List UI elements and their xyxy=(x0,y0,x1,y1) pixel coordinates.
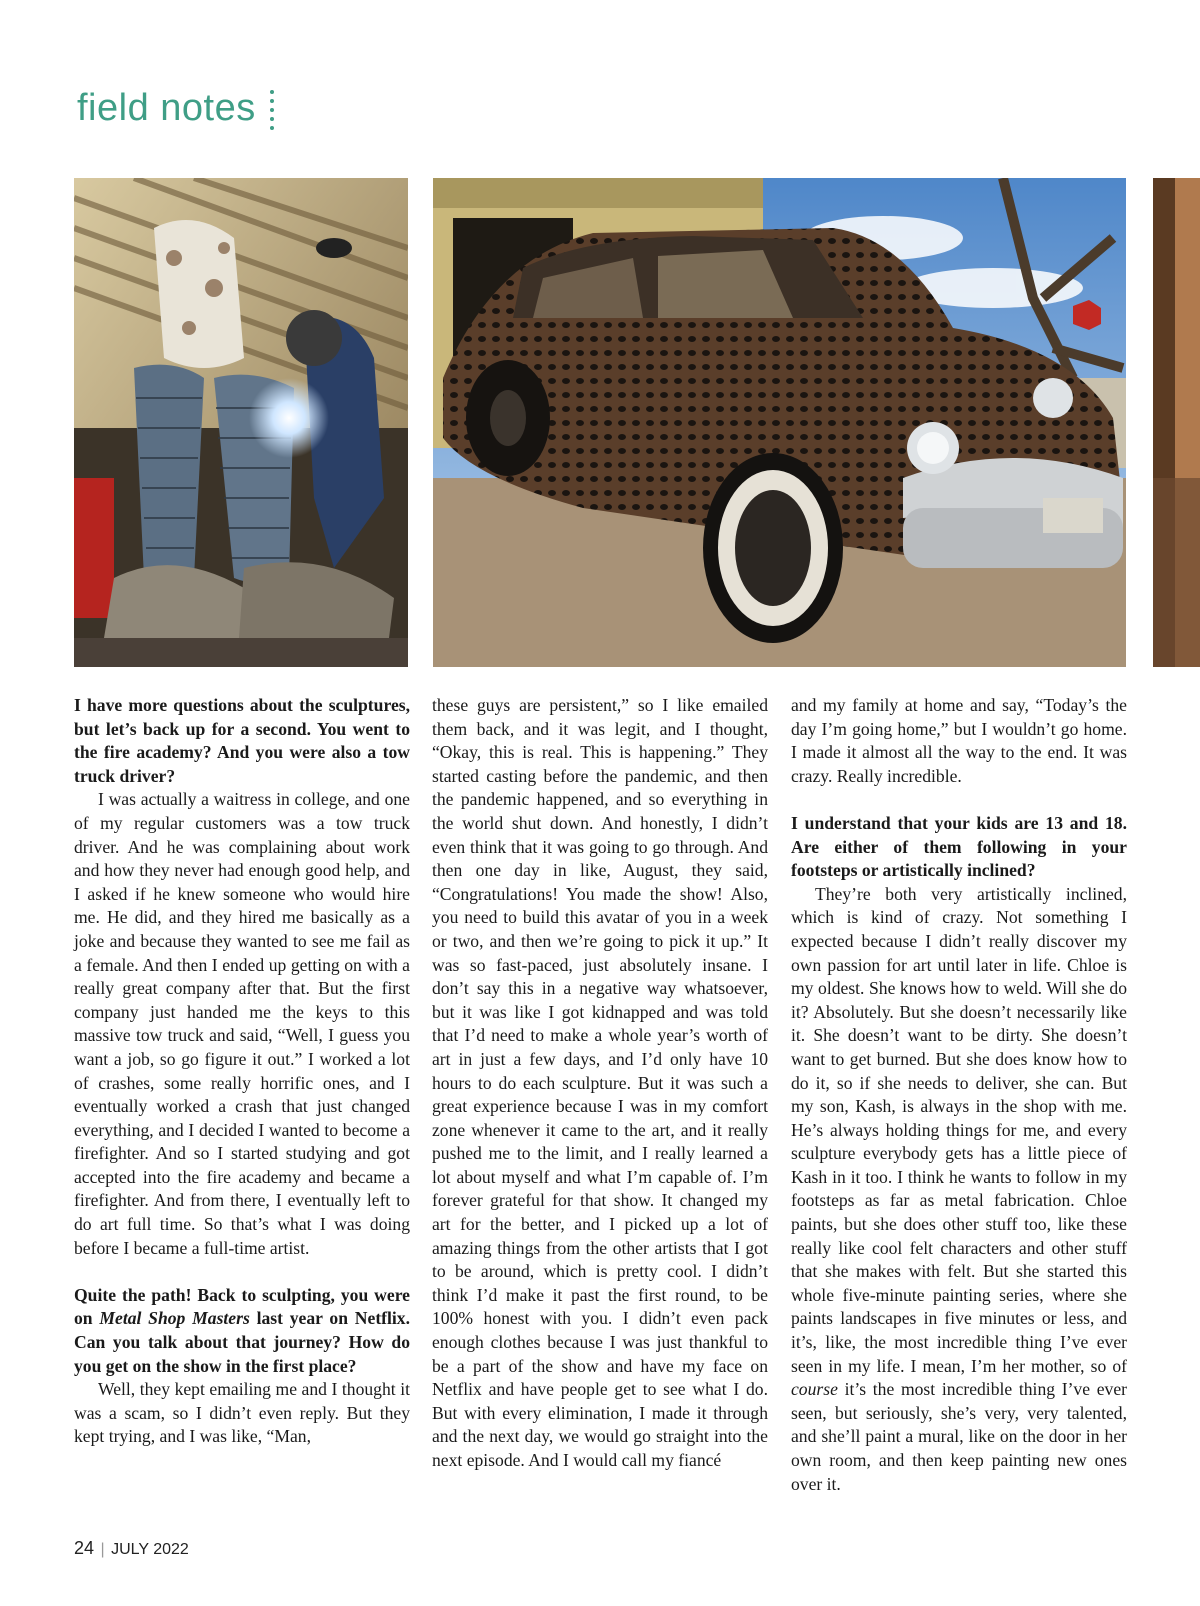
interview-answer-continued: these guys are persistent,” so I like emailed them back, and it was legit, and I thought, “Okay, this is real. This is happening.” They started casting before the pandemic, and then the pandemic happened, and so everything in the world shut down. And honestly, I didn’t even think that it was going to go through. And then one day in like, August, they said, “Congratulations! You made the show! Also, you need to build this avatar of you in a week or two, and then we’re going to pick it up.” It was so fast-paced, just absolutely insane. I don’t say this in a negative way whatsoever, but it was like I got kidnapped and was told that I’d need to make a whole year’s worth of art in just a few days, and I’d only have 10 hours to do each sculpture. But it was such a great experience because I was in my comfort zone whenever it came to the art, and it really pushed me to the limit, and I really learned a lot about myself and what I’m capable of. I’m forever grateful for that show. It changed my art for the better, and I picked up a lot of amazing things from the other artists that I got to be around, which is pretty cool. I didn’t think I’d make it past the first round, to be 100% honest with you. I didn’t even pack enough clothes because I was just thankful to be a part of the show and have my face on Netflix and have people get to see what I do. But with every elimination, I made it through and the next day, we would go straight into the next episode. And I would call my fiancé xyxy=(432,695,768,1470)
interview-answer xyxy=(791,883,1127,1496)
section-dots-icon xyxy=(270,90,274,130)
answer-text: it’s the most incredible thing I’ve ever seen, but seriously, she’s very, very talented, and she’ll paint a mural, like on the door in her own room, and then keep painting new ones over it. xyxy=(791,1379,1127,1494)
article-column-2 xyxy=(432,694,768,1473)
page-number: 24 xyxy=(74,1538,95,1558)
section-header xyxy=(77,86,274,130)
interview-answer: Well, they kept emailing me and I thought it was a scam, so I didn’t even reply. But they kept trying, and I was like, “Man, xyxy=(74,1379,410,1447)
welder-sculpture-photo xyxy=(74,178,408,667)
interview-answer-continued: and my family at home and say, “Today’s the day I’m going home,” but I wouldn’t go home. I made it almost all the way to the end. It was crazy. Really incredible. xyxy=(791,695,1127,786)
interview-question: I understand that your kids are 13 and 18. Are either of them following in your footsteps or artistically inclined? xyxy=(791,812,1127,881)
page-footer xyxy=(74,1538,189,1559)
show-title: Metal Shop Masters xyxy=(99,1308,250,1329)
section-title: field notes xyxy=(77,86,256,129)
partial-third-photo xyxy=(1153,178,1200,667)
footer-separator: | xyxy=(100,1541,105,1558)
interview-question: I have more questions about the sculptures, but let’s back up for a second. You went to the fire academy? And you were also a tow truck driver? xyxy=(74,695,410,786)
laser-cut-car-photo xyxy=(433,178,1126,667)
emphasis-word: course xyxy=(791,1379,838,1400)
interview-answer: I was actually a waitress in college, and one of my regular customers was a tow truck driver. And he was complaining about work and how they never had enough good help, and I asked if he knew someone who would hire me. He did, and they hired me basically as a joke and because they wanted to see me fail as a female. And then I ended up getting on with a really great company after that. But the first company just handed me the keys to this massive tow truck and said, “Well, I guess you want a job, so go figure it out.” I worked a lot of crashes, some really horrific ones, and I eventually worked a crash that just changed everything, and I decided I wanted to become a firefighter. And so I started studying and got accepted into the fire academy and became a firefighter. And from there, I eventually left to do art full time. So that’s what I was doing before I became a full-time artist. xyxy=(74,789,410,1258)
article-column-3 xyxy=(791,694,1127,1496)
question-text: last year on Netflix. Can you talk about that journey? How do you get on the show in the first place? xyxy=(74,1308,411,1376)
article-column-1 xyxy=(74,694,410,1449)
interview-question xyxy=(74,1284,410,1378)
answer-text: They’re both very artistically inclined, which is kind of crazy. Not something I expected because I didn’t really discover my own passion for art until later in life. Chloe is my oldest. She knows how to weld. Will she do it? Absolutely. But she doesn’t necessarily like it. She doesn’t want to be dirty. She doesn’t want to get burned. But she does know how to do it, so if she needs to deliver, she can. But my son, Kash, is always in the shop with me. He’s always holding things for me, and every sculpture everybody gets has a little piece of Kash in it too. I think he wants to follow in my footsteps as far as metal fabrication. Chloe paints, but she does other stuff too, like these really like cool felt characters and other stuff that she makes with felt. But she started this whole five-minute painting series, where she paints landscapes in five minutes or less, and it’s, like, the most incredible thing I’ve ever seen in my life. I mean, I’m her mother, so of xyxy=(791,883,1127,1376)
issue-date: JULY 2022 xyxy=(111,1541,189,1558)
question-text: Quite the path! Back to sculpting, you were on xyxy=(74,1284,410,1329)
